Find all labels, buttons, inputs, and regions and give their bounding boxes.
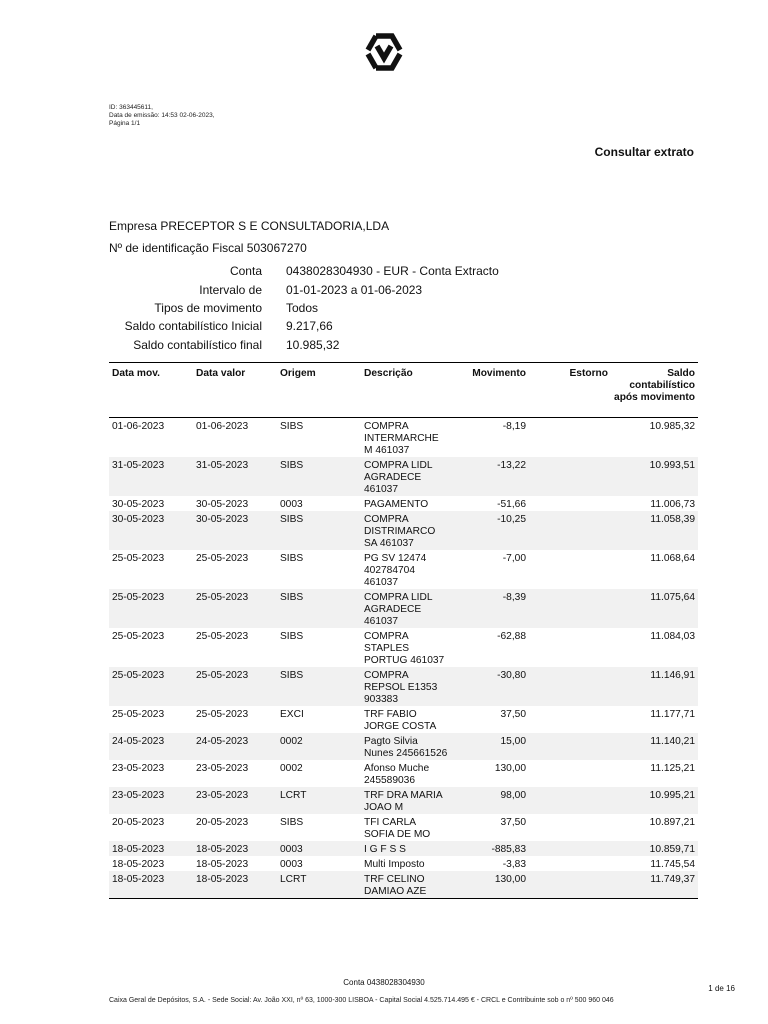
- cell-movement: -62,88: [497, 631, 526, 642]
- cell-date-value: 25-05-2023: [196, 709, 249, 720]
- cell-description: COMPRA LIDL AGRADECE 461037: [361, 457, 451, 496]
- cell-description: Afonso Muche 245589036: [364, 763, 430, 786]
- cell-origin: SIBS: [280, 631, 304, 642]
- footer-legal-text: Caixa Geral de Depósitos, S.A. - Sede Social: Av. João XXI, nº 63, 1000-300 LISBOA - Capital Social 4.525.714.495 € - CRCL e Contribuinte sob o nº 500 960 046: [109, 997, 614, 1004]
- table-row: [109, 667, 698, 706]
- info-row: [109, 317, 499, 335]
- cell-description: TRF FABIO JORGE COSTA: [364, 709, 437, 732]
- cell-balance: 11.068,64: [650, 553, 695, 564]
- bank-logo: [361, 32, 407, 72]
- cell-date-value: 20-05-2023: [196, 817, 249, 828]
- table-row: [109, 511, 698, 550]
- cell-movement: 130,00: [494, 763, 526, 774]
- col-header-origin: Origem: [277, 363, 361, 418]
- cell-balance: 10.859,71: [611, 841, 698, 856]
- cell-balance: 11.745,54: [650, 859, 695, 870]
- cell-date-mov: 18-05-2023: [109, 871, 193, 899]
- cell-date-value: 25-05-2023: [193, 589, 277, 628]
- cell-reversal: [529, 589, 611, 628]
- cell-reversal: [529, 814, 611, 841]
- cell-date-mov: 25-05-2023: [112, 631, 165, 642]
- cell-reversal: [529, 787, 611, 814]
- col-header-reversal: Estorno: [529, 363, 611, 418]
- document-meta: [109, 104, 215, 129]
- cell-balance: 11.146,91: [611, 667, 698, 706]
- cell-description: TFI CARLA SOFIA DE MO: [364, 817, 431, 840]
- cell-reversal: [529, 871, 611, 899]
- cell-reversal: [529, 550, 611, 589]
- info-value: 01-01-2023 a 01-06-2023: [286, 282, 423, 297]
- cell-balance: 11.125,21: [650, 763, 695, 774]
- table-row: [109, 760, 698, 787]
- tax-id: Nº de identificação Fiscal 503067270: [109, 241, 307, 255]
- info-row: [109, 280, 499, 298]
- table-row: [109, 457, 698, 496]
- cell-movement: 37,50: [500, 817, 526, 828]
- cell-movement: -3,83: [502, 859, 526, 870]
- cell-reversal: [529, 841, 611, 856]
- cell-date-mov: 30-05-2023: [109, 511, 193, 550]
- col-header-description: Descrição: [361, 363, 451, 418]
- table-header-row: [109, 363, 698, 418]
- table-row: [109, 787, 698, 814]
- cell-movement: -51,66: [497, 499, 526, 510]
- cell-description: PAGAMENTO: [364, 499, 429, 510]
- table-row: [109, 871, 698, 899]
- cell-date-value: 25-05-2023: [193, 667, 277, 706]
- cell-date-value: 25-05-2023: [196, 631, 249, 642]
- cell-origin: SIBS: [280, 421, 304, 432]
- cell-origin: 0002: [280, 763, 303, 774]
- cell-date-mov: 25-05-2023: [109, 589, 193, 628]
- cell-movement: -8,39: [451, 589, 529, 628]
- cell-description: PG SV 12474 402784704 461037: [364, 553, 427, 588]
- table-row: [109, 733, 698, 760]
- cell-balance: 10.993,51: [611, 457, 698, 496]
- footer-account: Conta 0438028304930: [343, 978, 425, 987]
- cell-balance: 11.140,21: [611, 733, 698, 760]
- cell-date-mov: 18-05-2023: [109, 841, 193, 856]
- page-title: Consultar extrato: [594, 145, 694, 159]
- page-indicator: Página 1/1: [109, 120, 141, 128]
- info-label: Tipos de movimento: [154, 300, 262, 315]
- cell-description: COMPRA REPSOL E1353 903383: [361, 667, 451, 706]
- cell-balance: 11.084,03: [650, 631, 695, 642]
- cell-date-value: 24-05-2023: [193, 733, 277, 760]
- info-row: [109, 262, 499, 280]
- info-row: [109, 299, 499, 317]
- cell-origin: 0003: [280, 859, 303, 870]
- cell-movement: 37,50: [500, 709, 526, 720]
- cell-reversal: [529, 706, 611, 733]
- cell-origin: 0003: [277, 841, 361, 856]
- cell-date-mov: 25-05-2023: [112, 709, 165, 720]
- cell-date-mov: 31-05-2023: [109, 457, 193, 496]
- cell-movement: 130,00: [451, 871, 529, 899]
- cell-date-mov: 30-05-2023: [112, 499, 165, 510]
- table-row: [109, 496, 698, 511]
- col-header-movement: Movimento: [451, 363, 529, 418]
- cell-date-mov: 18-05-2023: [112, 859, 165, 870]
- cell-date-mov: 23-05-2023: [109, 787, 193, 814]
- table-row: [109, 550, 698, 589]
- cell-reversal: [529, 418, 611, 458]
- cell-balance: 11.177,71: [650, 709, 695, 720]
- cell-balance: 11.058,39: [611, 511, 698, 550]
- cell-movement: -885,83: [451, 841, 529, 856]
- cell-date-value: 23-05-2023: [196, 763, 249, 774]
- info-label: Conta: [229, 264, 262, 279]
- info-value: Todos: [286, 300, 319, 315]
- cell-date-mov: 01-06-2023: [112, 421, 165, 432]
- info-label: Saldo contabilístico Inicial: [124, 319, 262, 334]
- cell-reversal: [529, 667, 611, 706]
- cell-description: I G F S S: [361, 841, 451, 856]
- cell-date-value: 01-06-2023: [196, 421, 249, 432]
- cell-description: COMPRA INTERMARCHE M 461037: [364, 421, 439, 456]
- cell-movement: 15,00: [451, 733, 529, 760]
- cell-movement: -7,00: [502, 553, 526, 564]
- footer-page-number: 1 de 16: [708, 984, 735, 993]
- table-row: [109, 814, 698, 841]
- cell-balance: 10.995,21: [611, 787, 698, 814]
- cell-description: COMPRA LIDL AGRADECE 461037: [361, 589, 451, 628]
- company-name: Empresa PRECEPTOR S E CONSULTADORIA,LDA: [109, 219, 390, 233]
- cell-origin: LCRT: [277, 787, 361, 814]
- cell-origin: SIBS: [277, 457, 361, 496]
- col-header-date-mov: Data mov.: [109, 363, 193, 418]
- cell-origin: LCRT: [277, 871, 361, 899]
- cell-description: Multi Imposto: [364, 859, 425, 870]
- cell-description: COMPRA STAPLES PORTUG 461037: [364, 631, 445, 666]
- table-row: [109, 628, 698, 667]
- cell-balance: 10.985,32: [649, 421, 695, 432]
- cell-reversal: [529, 760, 611, 787]
- info-label: Saldo contabilístico final: [133, 337, 262, 352]
- cell-origin: SIBS: [277, 667, 361, 706]
- table-row: [109, 589, 698, 628]
- cell-reversal: [529, 511, 611, 550]
- cell-date-value: 31-05-2023: [193, 457, 277, 496]
- cell-balance: 11.749,37: [611, 871, 698, 899]
- cell-balance: 11.006,73: [650, 499, 695, 510]
- table-row: [109, 418, 698, 458]
- cell-reversal: [529, 628, 611, 667]
- cell-reversal: [529, 856, 611, 871]
- account-info: [109, 262, 499, 354]
- cell-date-mov: 20-05-2023: [112, 817, 165, 828]
- cell-balance: 11.075,64: [611, 589, 698, 628]
- cell-reversal: [529, 496, 611, 511]
- cell-origin: SIBS: [280, 553, 304, 564]
- cell-balance: 10.897,21: [649, 817, 695, 828]
- cell-origin: SIBS: [280, 817, 304, 828]
- cell-origin: SIBS: [277, 511, 361, 550]
- document-id: ID: 363445611,: [109, 104, 153, 111]
- cell-date-value: 30-05-2023: [193, 511, 277, 550]
- table-row: [109, 856, 698, 871]
- table-row: [109, 706, 698, 733]
- info-label: Intervalo de: [199, 282, 262, 297]
- cell-movement: -10,25: [451, 511, 529, 550]
- cell-origin: SIBS: [277, 589, 361, 628]
- info-value: 9.217,66: [286, 319, 333, 334]
- table-row: [109, 841, 698, 856]
- cell-reversal: [529, 733, 611, 760]
- cell-date-value: 23-05-2023: [193, 787, 277, 814]
- cell-movement: 98,00: [451, 787, 529, 814]
- cell-origin: 0002: [277, 733, 361, 760]
- cell-date-mov: 24-05-2023: [109, 733, 193, 760]
- cell-description: COMPRA DISTRIMARCO SA 461037: [361, 511, 451, 550]
- cell-date-value: 25-05-2023: [196, 553, 249, 564]
- col-header-balance: Saldo contabilístico após movimento: [611, 363, 698, 418]
- cell-movement: -8,19: [502, 421, 526, 432]
- cell-date-value: 18-05-2023: [193, 841, 277, 856]
- cell-origin: EXCI: [280, 709, 304, 720]
- cell-description: TRF DRA MARIA JOAO M: [361, 787, 451, 814]
- cell-reversal: [529, 457, 611, 496]
- cell-origin: 0003: [280, 499, 303, 510]
- cell-date-value: 18-05-2023: [196, 859, 249, 870]
- cell-date-mov: 23-05-2023: [112, 763, 165, 774]
- cell-date-value: 18-05-2023: [193, 871, 277, 899]
- cell-movement: -13,22: [451, 457, 529, 496]
- info-value: 10.985,32: [286, 337, 340, 352]
- transactions-table: [109, 362, 698, 899]
- cell-date-value: 30-05-2023: [196, 499, 249, 510]
- cell-date-mov: 25-05-2023: [112, 553, 165, 564]
- emission-date: Data de emissão: 14:53 02-06-2023,: [109, 112, 215, 120]
- col-header-date-value: Data valor: [193, 363, 277, 418]
- cell-date-mov: 25-05-2023: [109, 667, 193, 706]
- info-value: 0438028304930 - EUR - Conta Extracto: [286, 264, 499, 279]
- cell-movement: -30,80: [451, 667, 529, 706]
- info-row: [109, 336, 499, 354]
- cell-description: TRF CELINO DAMIAO AZE: [361, 871, 451, 899]
- cell-description: Pagto Silvia Nunes 245661526: [361, 733, 451, 760]
